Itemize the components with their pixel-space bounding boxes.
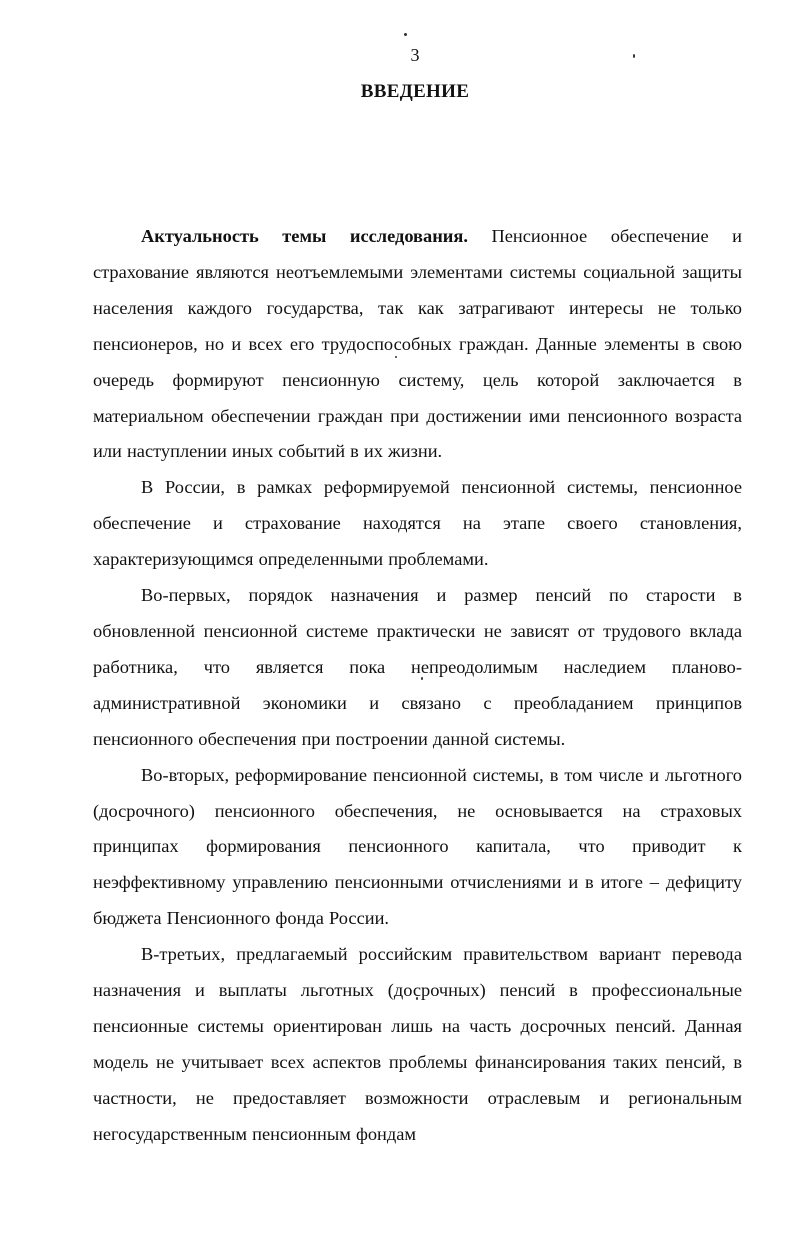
paragraph-relevance (93, 219, 742, 470)
document-body (93, 219, 742, 1153)
paragraph-third: В-третьих, предлагаемый российским правительством вариант перевода назначения и выплаты льготных (досрочных) пенсий в профессиональные пенсионные системы ориентирован лишь на часть досрочных пенсий. Данная модель не учитывает всех аспектов проблемы финансирования таких пенсий, в частности, не предоставляет возможности отраслевым и региональным негосударственным пенсионным фондам (93, 944, 742, 1144)
page-title: ВВЕДЕНИЕ (360, 81, 470, 102)
paragraph-second: Во-вторых, реформирование пенсионной системы, в том числе и льготного (досрочного) пенсионного обеспечения, не основывается на страховых принципах формирования пенсионного капитала, что приводит к неэффективному управлению пенсионными отчислениями и в итоге – дефициту бюджета Пенсионного фонда России. (93, 764, 742, 929)
paragraph-russia: В России, в рамках реформируемой пенсионной системы, пенсионное обеспечение и страхование находятся на этапе своего становления, характеризующимся определенными проблемами. (93, 477, 742, 570)
scan-speck (404, 33, 407, 36)
paragraph-text: Пенсионное обеспечение и страхование являются неотъемлемыми элементами системы социальной защиты населения каждого государства, так как затрагивают интересы не только пенсионеров, но и всех его трудоспособных граждан. Данные элементы в свою очередь формируют пенсионную систему, цель которой заключается в материальном обеспечении граждан при достижении ими пенсионного возраста или наступлении иных событий в их жизни. (93, 226, 742, 462)
paragraph-lead: Актуальность темы исследования. (141, 226, 468, 246)
paragraph-first: Во-первых, порядок назначения и размер пенсий по старости в обновленной пенсионной системе практически не зависят от трудового вклада работника, что является пока непреодолимым наследием планово-административной экономики и связано с преобладанием принципов пенсионного обеспечения при построении данной системы. (93, 585, 742, 749)
page-number: 3 (410, 45, 420, 65)
